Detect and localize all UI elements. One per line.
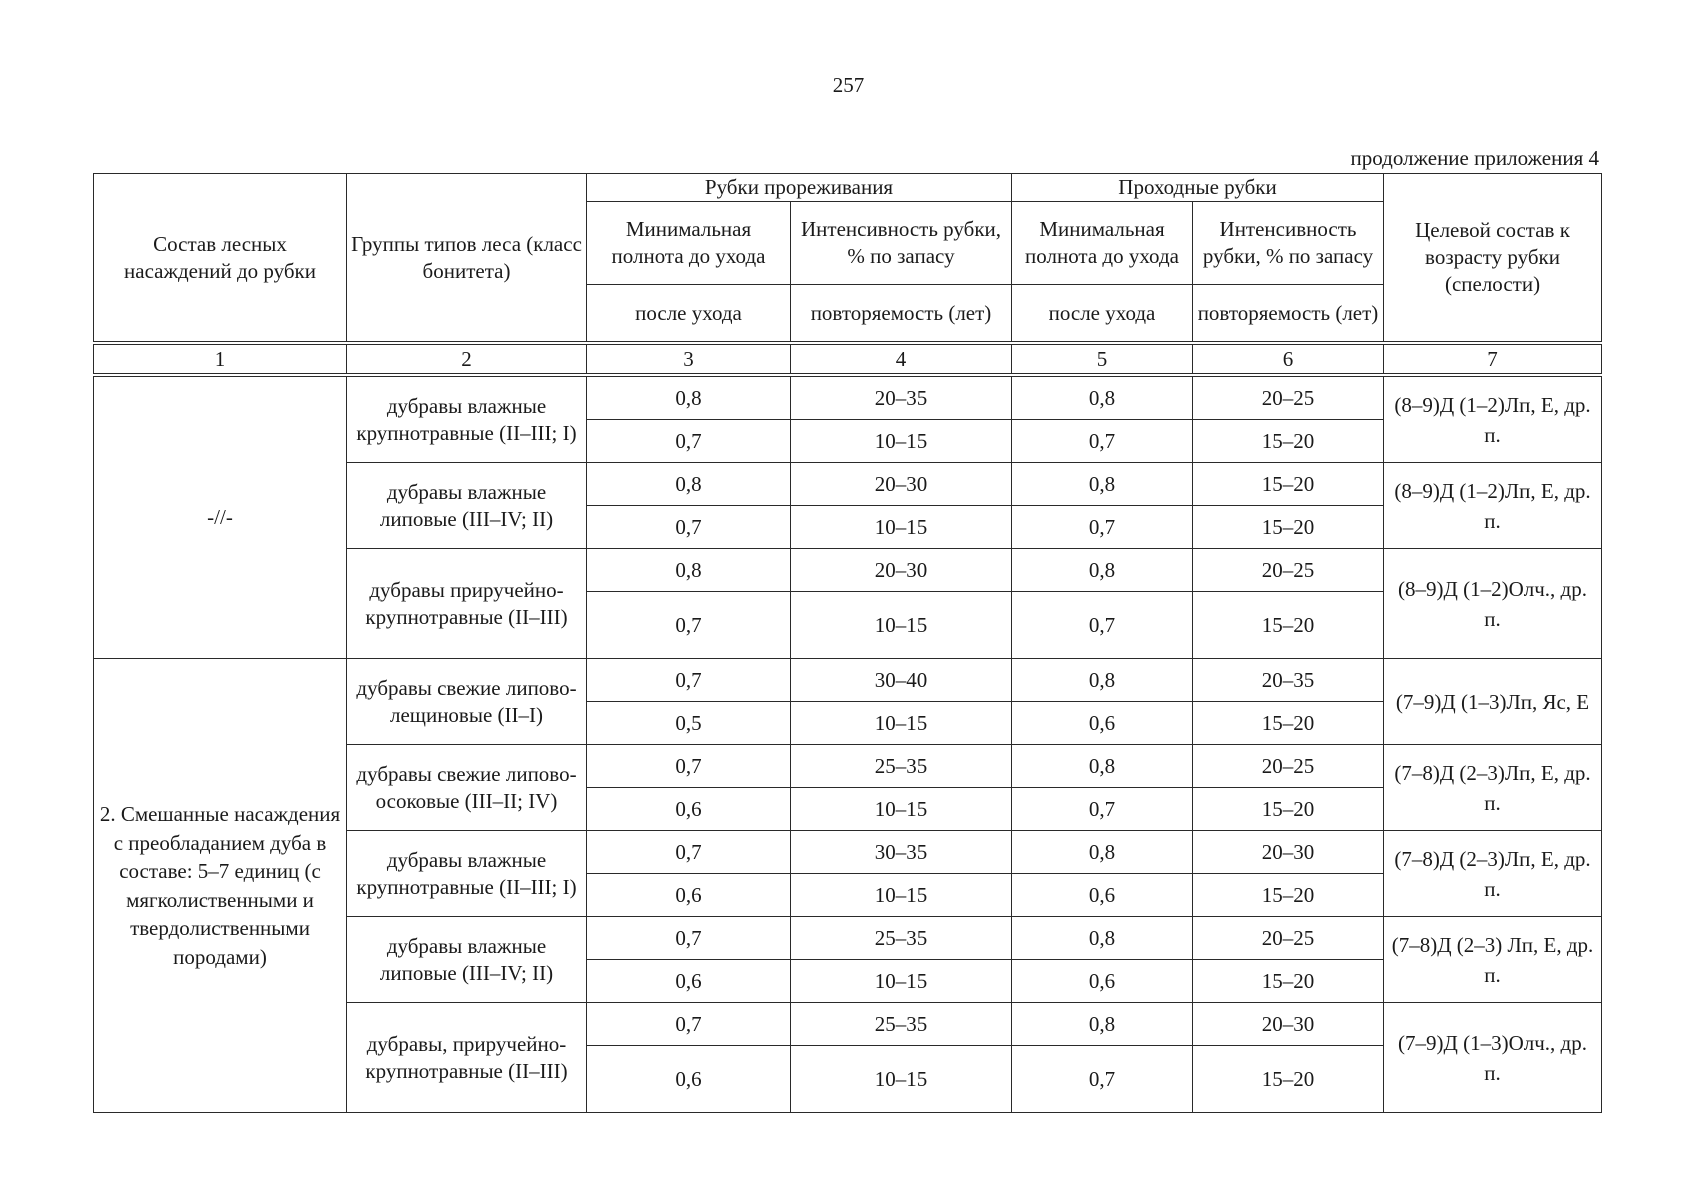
table-cell: 0,8 [587, 375, 791, 420]
forest-group-cell: дубравы, приручейно-крупнотравные (II–III) [347, 1003, 587, 1113]
header-forest-groups: Группы типов леса (класс бонитета) [347, 174, 587, 344]
composition-cell: -//- [94, 375, 347, 659]
header-after-care-passage: после ухода [1012, 285, 1193, 344]
table-cell: 15–20 [1193, 960, 1384, 1003]
table-cell: 20–35 [1193, 659, 1384, 702]
header-intensity-passage: Интенсивность рубки, % по запасу [1193, 202, 1384, 285]
forest-care-table [93, 173, 1602, 1113]
table-cell: 25–35 [791, 917, 1012, 960]
column-number-row [94, 343, 1602, 375]
table-cell: 30–35 [791, 831, 1012, 874]
table-cell: 20–25 [1193, 549, 1384, 592]
table-cell: 0,6 [587, 960, 791, 1003]
table-cell: 0,8 [587, 463, 791, 506]
table-cell: 0,7 [1012, 506, 1193, 549]
forest-group-cell: дубравы приручейно-крупнотравные (II–III) [347, 549, 587, 659]
table-cell: 20–25 [1193, 375, 1384, 420]
table-cell: 10–15 [791, 506, 1012, 549]
table-cell: 20–30 [791, 463, 1012, 506]
table-cell: 10–15 [791, 960, 1012, 1003]
table-cell: 0,8 [1012, 917, 1193, 960]
page-number: 257 [832, 73, 865, 97]
table-cell: 0,7 [1012, 788, 1193, 831]
column-number: 5 [1012, 343, 1193, 375]
forest-group-cell: дубравы влажные крупнотравные (II–III; I) [347, 831, 587, 917]
header-after-care: после ухода [587, 285, 791, 344]
table-cell: 0,7 [587, 831, 791, 874]
table-cell: 15–20 [1193, 420, 1384, 463]
forest-group-cell: дубравы свежие липово-лещиновые (II–I) [347, 659, 587, 745]
table-cell: 0,7 [1012, 592, 1193, 659]
table-cell: 0,8 [1012, 375, 1193, 420]
table-cell: 25–35 [791, 1003, 1012, 1046]
table-cell: 15–20 [1193, 788, 1384, 831]
table-cell: 20–30 [1193, 1003, 1384, 1046]
target-composition-cell: (7–8)Д (2–3)Лп, Е, др. п. [1384, 831, 1602, 917]
table-cell: 0,7 [587, 506, 791, 549]
table-cell: 20–30 [791, 549, 1012, 592]
table-cell: 0,6 [1012, 702, 1193, 745]
column-number: 2 [347, 343, 587, 375]
target-composition-cell: (7–9)Д (1–3)Олч., др. п. [1384, 1003, 1602, 1113]
column-number: 4 [791, 343, 1012, 375]
target-composition-cell: (7–9)Д (1–3)Лп, Яс, Е [1384, 659, 1602, 745]
forest-group-cell: дубравы свежие липово-осоковые (III–II; IV) [347, 745, 587, 831]
header-thinning: Рубки прореживания [587, 174, 1012, 202]
table-cell: 0,7 [587, 420, 791, 463]
table-cell: 25–35 [791, 745, 1012, 788]
target-composition-cell: (8–9)Д (1–2)Лп, Е, др. п. [1384, 463, 1602, 549]
target-composition-cell: (7–8)Д (2–3)Лп, Е, др. п. [1384, 745, 1602, 831]
table-cell: 0,7 [587, 745, 791, 788]
table-cell: 20–25 [1193, 917, 1384, 960]
table-cell: 0,6 [1012, 960, 1193, 1003]
table-cell: 10–15 [791, 788, 1012, 831]
column-number: 1 [94, 343, 347, 375]
forest-group-cell: дубравы влажные липовые (III–IV; II) [347, 463, 587, 549]
table-cell: 0,5 [587, 702, 791, 745]
table-cell: 0,8 [1012, 831, 1193, 874]
header-repeat: повторяемость (лет) [791, 285, 1012, 344]
table-cell: 20–35 [791, 375, 1012, 420]
table-cell: 0,8 [587, 549, 791, 592]
table-cell: 10–15 [791, 592, 1012, 659]
table-cell: 0,7 [587, 917, 791, 960]
target-composition-cell: (7–8)Д (2–3) Лп, Е, др. п. [1384, 917, 1602, 1003]
table-cell: 0,6 [587, 874, 791, 917]
table-cell: 10–15 [791, 874, 1012, 917]
table-cell: 0,7 [587, 659, 791, 702]
table-cell: 15–20 [1193, 702, 1384, 745]
table-cell: 0,7 [1012, 420, 1193, 463]
table-cell: 10–15 [791, 702, 1012, 745]
table-cell: 0,7 [587, 1003, 791, 1046]
table-cell: 0,6 [587, 1046, 791, 1113]
header-intensity: Интенсивность рубки, % по запасу [791, 202, 1012, 285]
table-cell: 30–40 [791, 659, 1012, 702]
table-cell: 0,6 [1012, 874, 1193, 917]
table-cell: 10–15 [791, 1046, 1012, 1113]
table-cell: 0,6 [587, 788, 791, 831]
table-cell: 15–20 [1193, 592, 1384, 659]
target-composition-cell: (8–9)Д (1–2)Лп, Е, др. п. [1384, 375, 1602, 463]
header-target-composition: Целевой состав к возрасту рубки (спелости) [1384, 174, 1602, 344]
table-cell: 0,7 [1012, 1046, 1193, 1113]
column-number: 3 [587, 343, 791, 375]
table-cell: 15–20 [1193, 506, 1384, 549]
forest-group-cell: дубравы влажные липовые (III–IV; II) [347, 917, 587, 1003]
header-min-density: Минимальная полнота до ухода [587, 202, 791, 285]
column-number: 6 [1193, 343, 1384, 375]
composition-cell: 2. Смешанные насаждения с преобладанием дуба в составе: 5–7 единиц (с мягколиственными и твердолиственными породами) [94, 659, 347, 1113]
table-cell: 15–20 [1193, 1046, 1384, 1113]
header-repeat-passage: повторяемость (лет) [1193, 285, 1384, 344]
header-composition: Состав лесных насаждений до рубки [94, 174, 347, 344]
table-cell: 0,7 [587, 592, 791, 659]
table-row [94, 375, 1602, 420]
forest-group-cell: дубравы влажные крупнотравные (II–III; I) [347, 375, 587, 463]
continuation-note: продолжение приложения 4 [1350, 146, 1599, 170]
table-cell: 0,8 [1012, 659, 1193, 702]
table-cell: 15–20 [1193, 874, 1384, 917]
table-cell: 10–15 [791, 420, 1012, 463]
column-number: 7 [1384, 343, 1602, 375]
table-cell: 0,8 [1012, 1003, 1193, 1046]
table-cell: 0,8 [1012, 745, 1193, 788]
table-cell: 15–20 [1193, 463, 1384, 506]
forest-care-table-wrapper [93, 173, 1602, 1113]
table-cell: 20–25 [1193, 745, 1384, 788]
table-row [94, 659, 1602, 702]
header-passage-cutting: Проходные рубки [1012, 174, 1384, 202]
target-composition-cell: (8–9)Д (1–2)Олч., др. п. [1384, 549, 1602, 659]
table-cell: 0,8 [1012, 549, 1193, 592]
header-min-density-passage: Минимальная полнота до ухода [1012, 202, 1193, 285]
table-cell: 0,8 [1012, 463, 1193, 506]
table-cell: 20–30 [1193, 831, 1384, 874]
